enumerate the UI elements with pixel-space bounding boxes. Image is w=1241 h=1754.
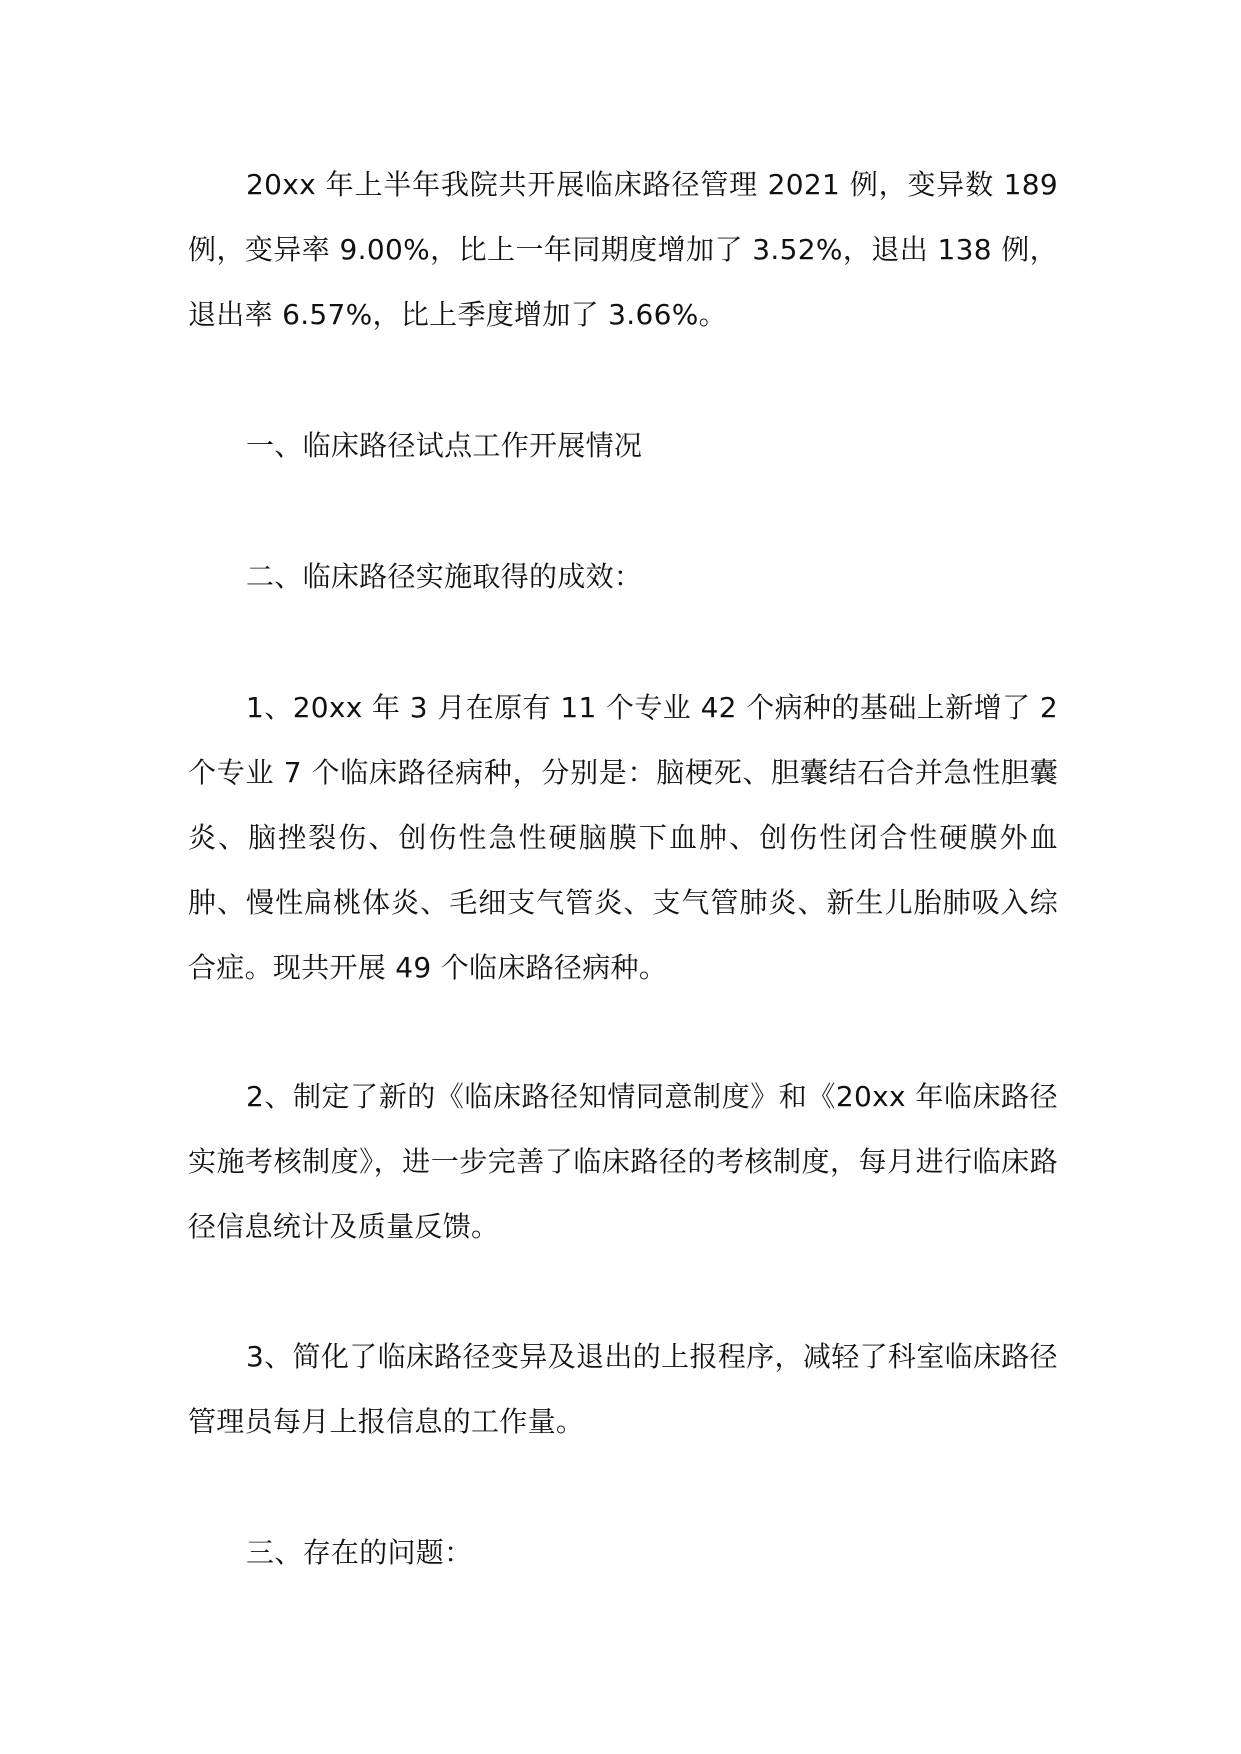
achievement-item-3: 3、简化了临床路径变异及退出的上报程序，减轻了科室临床路径管理员每月上报信息的工作量。: [188, 1340, 1058, 1438]
section-3-heading: 三、存在的问题：: [246, 1536, 473, 1569]
section-2-heading: 二、临床路径实施取得的成效：: [246, 560, 643, 593]
achievement-item-1: 1、20xx 年 3 月在原有 11 个专业 42 个病种的基础上新增了 2 个专业 7 个临床路径病种，分别是：脑梗死、胆囊结石合并急性胆囊炎、脑挫裂伤、创伤性急性硬脑膜下血肿、创伤性闭合性硬膜外血肿、慢性扁桃体炎、毛细支气管炎、支气管肺炎、新生儿胎肺吸入综合症。现共开展 49 个临床路径病种。: [188, 691, 1058, 984]
section-1-heading: 一、临床路径试点工作开展情况: [246, 429, 643, 462]
summary-paragraph: 20xx 年上半年我院共开展临床路径管理 2021 例，变异数 189 例，变异率 9.00%，比上一年同期度增加了 3.52%，退出 138 例，退出率 6.57%，比上季度增加了 3.66%。: [188, 168, 1058, 331]
achievement-item-2: 2、制定了新的《临床路径知情同意制度》和《20xx 年临床路径实施考核制度》，进一步完善了临床路径的考核制度，每月进行临床路径信息统计及质量反馈。: [188, 1080, 1058, 1243]
